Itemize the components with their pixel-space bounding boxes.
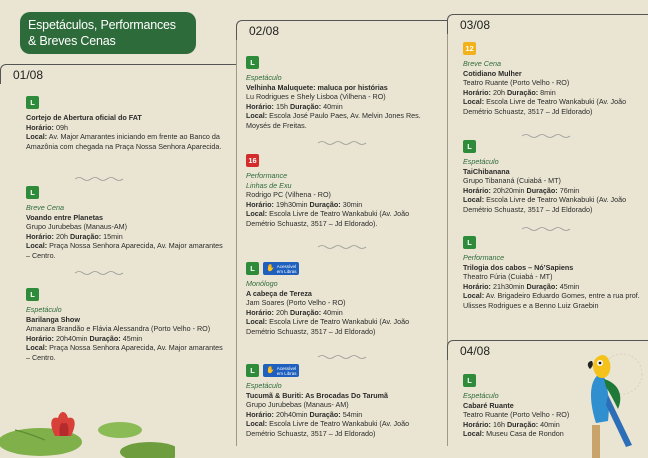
event-duration: 45min	[559, 281, 580, 291]
event-group: Lu Rodrigues e Shely Lisboa (Vilhena - RO)	[246, 92, 386, 102]
time-label: Horário:	[26, 333, 54, 343]
event-group: Grupo Jurubebas (Manaus- AM)	[246, 400, 349, 410]
event-title: Cortejo de Abertura oficial do FAT	[26, 113, 142, 122]
duration-label: Duração:	[506, 87, 539, 97]
event-title: Cabaré Ruante	[463, 400, 514, 410]
event-card	[26, 96, 226, 151]
event-category: Espetáculo	[26, 305, 62, 314]
event-category: Breve Cena	[463, 59, 501, 68]
time-label: Horário:	[463, 419, 491, 429]
event-group: Amanara Brandão e Flávia Alessandra (Porto Velho - RO)	[26, 324, 211, 334]
duration-label: Duração:	[309, 199, 341, 209]
location-label: Local:	[463, 195, 485, 205]
duration-label: Duração:	[69, 231, 102, 241]
location-label: Local:	[246, 111, 268, 121]
event-location: Escola Livre de Teatro Wankabuki (Av. João Demétrio Schuastz, 3517 – Jd Eldorado).	[246, 209, 410, 228]
event-title: Velhinha Maluquete: maluca por histórias	[246, 82, 388, 92]
wavy-divider	[318, 140, 368, 146]
event-time: 20h20min	[492, 185, 525, 195]
rating-badge: L	[463, 236, 476, 249]
event-duration: 40min	[323, 101, 343, 111]
event-time: 15h	[275, 101, 288, 111]
event-card	[246, 154, 440, 229]
event-time: 21h30min	[492, 281, 525, 291]
event-card	[26, 288, 226, 363]
event-location: Escola Livre de Teatro Wankabuki (Av. João Demétrio Schuastz, 3517 – Jd Eldorado)	[246, 419, 410, 438]
event-title: Cotidiano Mulher	[463, 68, 522, 78]
event-category: Performance	[463, 253, 505, 262]
location-label: Local:	[463, 97, 485, 107]
event-time: 20h40min	[275, 409, 308, 419]
location-label: Local:	[463, 291, 485, 301]
column-divider	[236, 26, 237, 446]
libras-line-2: em Libras	[276, 370, 297, 376]
event-duration: 76min	[559, 185, 580, 195]
location-label: Local:	[463, 429, 485, 439]
rating-badge: L	[26, 96, 39, 109]
libras-line-1: Acessível	[276, 365, 296, 371]
event-category: Monólogo	[246, 279, 278, 288]
event-location: Praça Nossa Senhora Aparecida, Av. Major amarantes – Centro.	[26, 241, 223, 260]
location-label: Local:	[26, 343, 48, 353]
date-tab-01-08: 01/08	[0, 64, 236, 84]
event-location: Av. Brigadeiro Eduardo Gomes, entre a rua prof. Ulisses Rodrigues e a Benno Luiz Graebin	[463, 291, 640, 310]
date-tab-02-08: 02/08	[236, 20, 447, 40]
location-label: Local:	[246, 209, 268, 219]
libras-line-2: em Libras	[276, 268, 297, 274]
duration-label: Duração:	[89, 333, 121, 343]
event-title: Tucumã & Buriti: As Brocadas Do Tarumã	[246, 390, 389, 400]
event-category: Espetáculo	[246, 381, 282, 390]
event-duration: 45min	[122, 333, 143, 343]
time-label: Horário:	[246, 409, 274, 419]
event-group: Rodrigo PC (Vilhena - RO)	[246, 190, 331, 200]
event-group: Teatro Ruante (Porto Velho - RO)	[463, 78, 570, 88]
wavy-divider	[75, 176, 125, 182]
time-label: Horário:	[246, 101, 274, 111]
duration-label: Duração:	[526, 281, 558, 291]
libras-badge	[263, 364, 299, 377]
event-location: Escola Livre de Teatro Wankabuki (Av. João Demétrio Schuastz, 3517 – Jd Eldorado)	[463, 97, 627, 116]
event-location: Praça Nossa Senhora Aparecida, Av. Major amarantes – Centro.	[26, 343, 223, 362]
location-label: Local:	[246, 419, 268, 429]
duration-label: Duração:	[506, 419, 539, 429]
event-duration: 8min	[540, 87, 556, 97]
event-duration: 15min	[103, 231, 123, 241]
event-card	[246, 364, 440, 439]
event-category: Espetáculo	[463, 391, 499, 400]
event-category: Breve Cena	[26, 203, 64, 212]
rating-badge: L	[26, 186, 39, 199]
wavy-divider	[318, 244, 368, 250]
event-title: A cabeça de Tereza	[246, 288, 312, 298]
column-divider	[447, 20, 448, 446]
event-group: Grupo Tibananá (Cuiabá - MT)	[463, 176, 561, 186]
event-category: Performance	[246, 171, 288, 180]
wavy-divider	[318, 354, 368, 360]
duration-label: Duração:	[289, 101, 322, 111]
event-time: 16h	[492, 419, 505, 429]
rating-badge: 16	[246, 154, 259, 167]
wavy-divider	[522, 133, 572, 139]
event-location: Museu Casa de Rondon	[486, 429, 564, 439]
event-card	[463, 374, 593, 439]
event-time: 20h	[492, 87, 505, 97]
rating-badge: 12	[463, 42, 476, 55]
duration-label: Duração:	[526, 185, 558, 195]
event-duration: 54min	[342, 409, 363, 419]
event-duration: 40min	[540, 419, 560, 429]
event-duration: 40min	[323, 307, 343, 317]
event-time: 20h	[275, 307, 288, 317]
title-line-1: Espetáculos, Performances	[28, 18, 176, 32]
rating-badge: L	[463, 140, 476, 153]
title-line-2: & Breves Cenas	[28, 34, 116, 48]
time-label: Horário:	[26, 122, 54, 132]
event-card	[246, 56, 440, 131]
libras-badge	[263, 262, 299, 275]
event-title: Linhas de Exu	[246, 180, 292, 190]
date-tab-04-08: 04/08	[447, 340, 648, 360]
lily-pad-icon	[98, 422, 142, 438]
time-label: Horário:	[246, 199, 274, 209]
libras-hands-icon: ✋	[266, 265, 275, 272]
time-label: Horário:	[463, 185, 491, 195]
libras-line-1: Acessível	[276, 263, 296, 269]
event-time: 09h	[55, 122, 68, 132]
event-category: Espetáculo	[246, 73, 282, 82]
location-label: Local:	[246, 317, 268, 327]
lotus-flower-icon	[0, 370, 175, 458]
event-duration: 30min	[342, 199, 363, 209]
duration-label: Duração:	[309, 409, 341, 419]
time-label: Horário:	[463, 281, 491, 291]
location-label: Local:	[26, 132, 48, 142]
duration-label: Duração:	[289, 307, 322, 317]
event-title: Barilanga Show	[26, 314, 80, 324]
event-group: Teatro Ruante (Porto Velho - RO)	[463, 410, 570, 420]
location-label: Local:	[26, 241, 48, 251]
rating-badge: L	[246, 262, 259, 275]
event-card	[463, 236, 643, 311]
event-group: Grupo Jurubebas (Manaus-AM)	[26, 222, 128, 232]
time-label: Horário:	[246, 307, 274, 317]
wavy-divider	[75, 270, 125, 276]
event-title: Voando entre Planetas	[26, 212, 103, 222]
event-time: 20h40min	[55, 333, 88, 343]
time-label: Horário:	[463, 87, 491, 97]
event-time: 19h30min	[275, 199, 308, 209]
event-card	[246, 262, 440, 337]
wavy-divider	[522, 226, 572, 232]
event-time: 20h	[55, 231, 68, 241]
rating-badge: L	[246, 364, 259, 377]
event-location: Escola Livre de Teatro Wankabuki (Av. João Demétrio Schuastz, 3517 – Jd Eldorado)	[246, 317, 410, 336]
rating-badge: L	[463, 374, 476, 387]
libras-hands-icon: ✋	[266, 367, 275, 374]
time-label: Horário:	[26, 231, 54, 241]
rating-badge: L	[246, 56, 259, 69]
event-title: Trilogia dos cabos – Nó’Sapiens	[463, 262, 574, 272]
date-tab-03-08: 03/08	[447, 14, 648, 34]
event-card	[26, 186, 226, 261]
event-location: Escola Livre de Teatro Wankabuki (Av. João Demétrio Schuastz, 3517 – Jd Eldorado)	[463, 195, 627, 214]
macaw-parrot-icon	[578, 335, 648, 458]
event-title: TaiChibanana	[463, 166, 510, 176]
rating-badge: L	[26, 288, 39, 301]
event-category: Espetáculo	[463, 157, 499, 166]
page-title	[20, 12, 196, 54]
event-card	[463, 140, 643, 215]
lily-pad-icon	[120, 442, 175, 458]
event-group: Jam Soares (Porto Velho - RO)	[246, 298, 346, 308]
event-group: Theatro Fúria (Cuiabá - MT)	[463, 272, 553, 282]
event-location: Escola José Paulo Paes, Av. Melvin Jones Res. Moysés de Freitas.	[246, 111, 421, 130]
event-card	[463, 42, 643, 117]
event-location: Av. Major Amarantes iniciando em frente ao Banco da Amazônia com chegada na Praça Nossa Senhora Aparecida.	[26, 132, 222, 151]
